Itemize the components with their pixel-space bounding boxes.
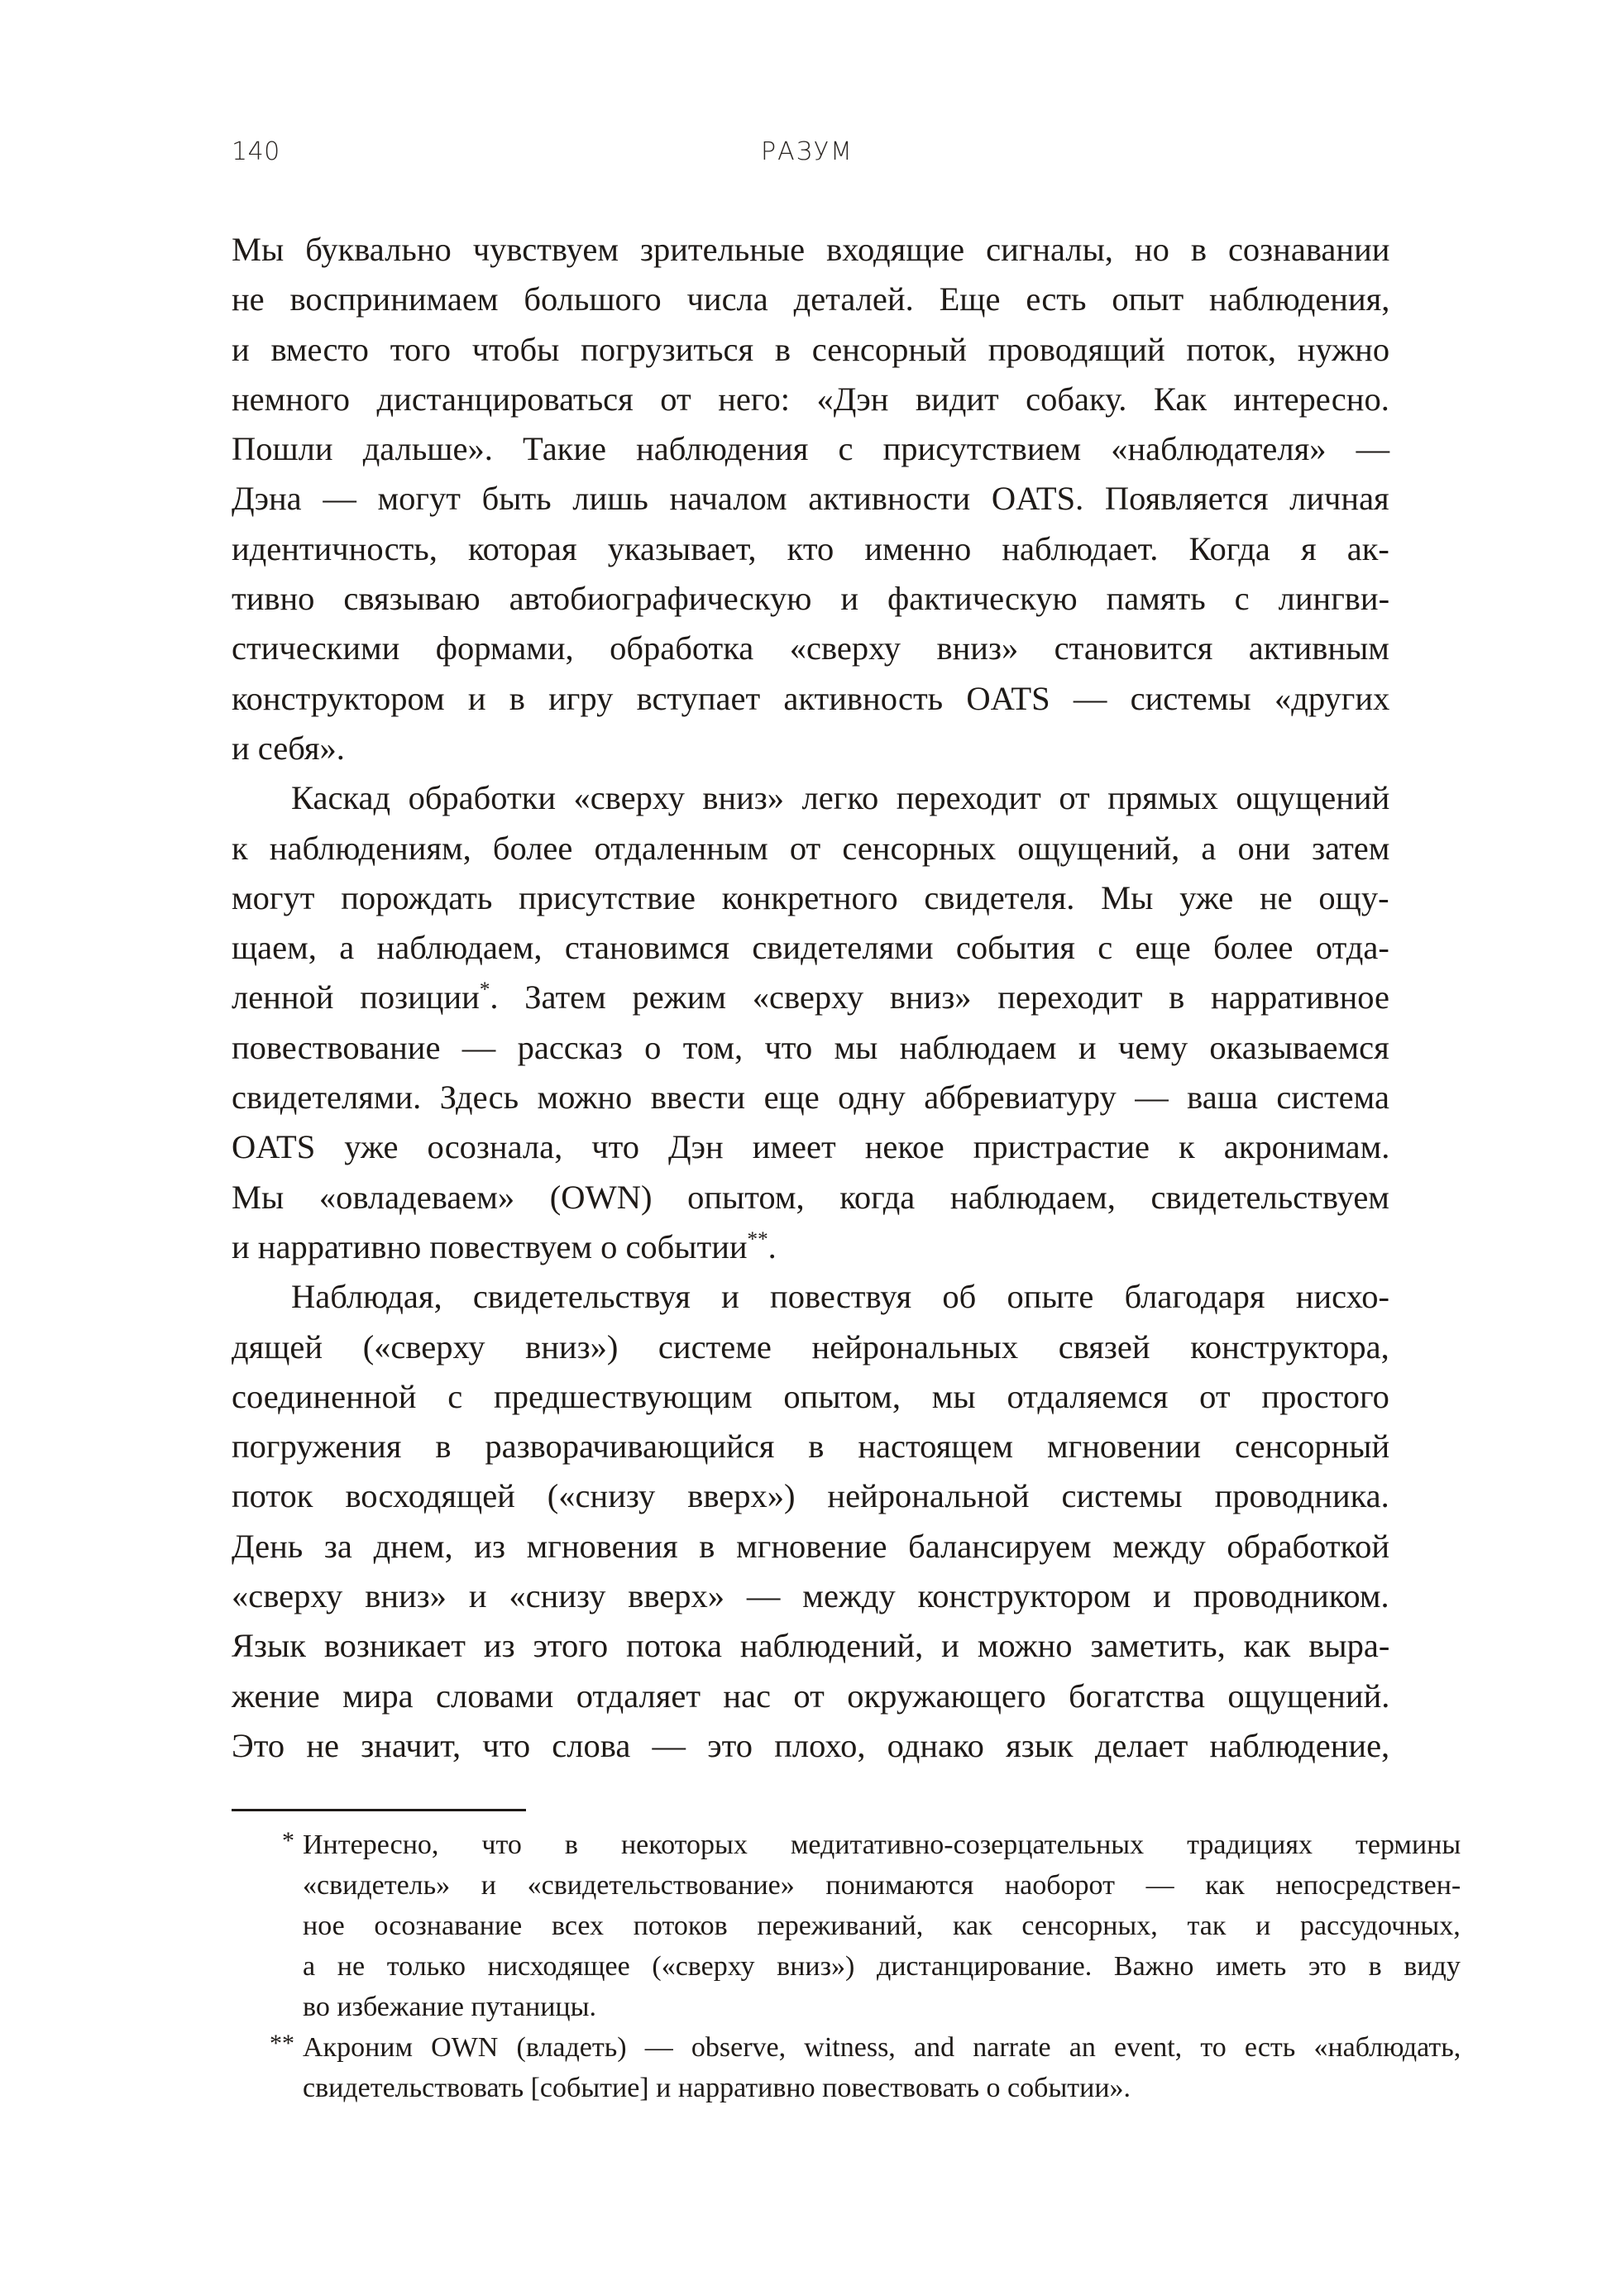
page-number: 140: [232, 137, 280, 166]
text-line: Каскад обработки «сверху вниз» легко переходит от прямых ощущений: [291, 779, 1390, 817]
paragraph-3: [232, 1272, 1389, 1771]
footnotes: [232, 1825, 1461, 2108]
text-line: щаем, а наблюдаем, становимся свидетелями события с еще более отда-: [232, 929, 1389, 967]
footnote-mark: *: [282, 1827, 294, 1854]
footnote-line: во избежание путаницы.: [303, 1992, 596, 2022]
text-line: «сверху вниз» и «снизу вверх» — между конструктором и проводником.: [232, 1577, 1389, 1615]
text-line: OATS уже осознала, что Дэн имеет некое пристрастие к акронимам.: [232, 1128, 1390, 1166]
text-line: тивно связываю автобиографическую и фактическую память с лингви-: [232, 580, 1390, 618]
footnote-line: Интересно, что в некоторых медитативно-созерцательных традициях термины: [303, 1830, 1461, 1860]
text-line: Мы «овладеваем» (OWN) опытом, когда наблюдаем, свидетельствуем: [232, 1178, 1389, 1216]
text-line: конструктором и в игру вступает активность OATS — системы «других: [232, 679, 1390, 717]
text-line-with-footnote-ref: [232, 1222, 1389, 1272]
text-line: к наблюдениям, более отдаленным от сенсорных ощущений, а они затем: [232, 829, 1390, 867]
footnote-line: а не только нисходящее («сверху вниз») дистанцирование. Важно иметь это в виду: [303, 1951, 1461, 1982]
footnote-line: свидетельствовать [событие] и нарративно повествовать о событии».: [303, 2073, 1131, 2103]
text-line: Пошли дальше». Такие наблюдения с присутствием «наблюдателя» —: [232, 430, 1390, 468]
text-line: свидетелями. Здесь можно ввести еще одну аббревиатуру — ваша система: [232, 1079, 1389, 1117]
text-line: идентичность, которая указывает, кто именно наблюдает. Когда я ак-: [232, 529, 1389, 567]
footnote-line: Акроним OWN (владеть) — observe, witness, and narrate an event, то есть «наблюдать,: [303, 2032, 1461, 2063]
text-line: и себя».: [232, 729, 345, 767]
text-line: Дэна — могут быть лишь началом активности OATS. Появляется личная: [232, 480, 1389, 518]
text-segment: и нарративно повествуем о событии: [232, 1227, 748, 1265]
text-segment: . Затем режим «сверху вниз» переходит в нарративное: [490, 978, 1390, 1016]
footnote-ref-2[interactable]: **: [747, 1227, 768, 1251]
footnote-2: [232, 2027, 1461, 2108]
text-line: соединенной с предшествующим опытом, мы отдаляемся от простого: [232, 1377, 1389, 1415]
text-line: погружения в разворачивающийся в настоящем мгновении сенсорный: [232, 1428, 1390, 1466]
footnote-mark: **: [270, 2030, 294, 2057]
text-line: Язык возникает из этого потока наблюдений, и можно заметить, как выра-: [232, 1627, 1390, 1665]
text-line: могут порождать присутствие конкретного свидетеля. Мы уже не ощу-: [232, 878, 1389, 916]
text-line: стическими формами, обработка «сверху вниз» становится активным: [232, 629, 1389, 667]
text-line: поток восходящей («снизу вверх») нейрональной системы проводника.: [232, 1477, 1389, 1515]
text-line: не воспринимаем большого числа деталей. Еще есть опыт наблюдения,: [232, 280, 1390, 318]
running-title: РАЗУМ: [761, 137, 854, 166]
text-line: Наблюдая, свидетельствуя и повествуя об опыте благодаря нисхо-: [291, 1278, 1390, 1316]
paragraph-1: [232, 225, 1389, 773]
text-line: дящей («сверху вниз») системе нейрональных связей конструктора,: [232, 1327, 1389, 1366]
running-head: [232, 137, 1389, 170]
footnote-1: [232, 1825, 1461, 2027]
text-line-with-footnote-ref: [232, 973, 1389, 1022]
footnote-line: «свидетель» и «свидетельствование» понимаются наоборот — как непосредствен-: [303, 1870, 1461, 1901]
text-line: повествование — рассказ о том, что мы наблюдаем и чему оказываемся: [232, 1028, 1389, 1066]
text-line: немного дистанцироваться от него: «Дэн видит собаку. Как интересно.: [232, 380, 1389, 418]
text-segment: .: [768, 1227, 777, 1265]
footnote-ref-1[interactable]: *: [479, 978, 490, 1002]
text-line: Мы буквально чувствуем зрительные входящие сигналы, но в сознавании: [232, 231, 1390, 268]
text-line: Это не значит, что слова — это плохо, однако язык делает наблюдение,: [232, 1726, 1390, 1764]
footnote-line: ное осознавание всех потоков переживаний, как сенсорных, так и рассудочных,: [303, 1911, 1461, 1941]
body-text: [232, 225, 1389, 1771]
text-line: жение мира словами отдаляет нас от окружающего богатства ощущений.: [232, 1677, 1390, 1715]
footnote-divider: [232, 1809, 526, 1811]
paragraph-2: [232, 773, 1389, 1272]
text-line: День за днем, из мгновения в мгновение балансируем между обработкой: [232, 1527, 1390, 1565]
text-line: и вместо того чтобы погрузиться в сенсорный проводящий поток, нужно: [232, 330, 1390, 368]
text-segment: ленной позиции: [232, 978, 480, 1016]
